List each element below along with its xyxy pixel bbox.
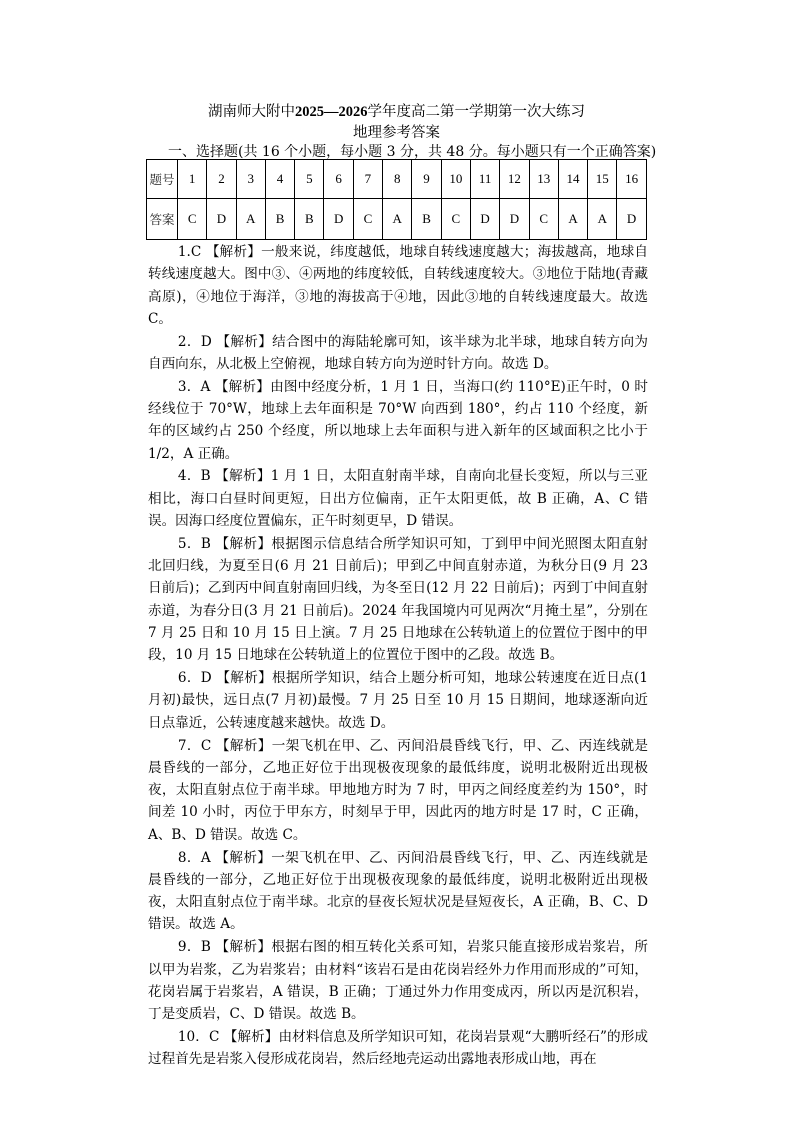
explanation-paragraph: 7．C 【解析】一架飞机在甲、乙、丙间沿晨昏线飞行，甲、乙、丙连线就是晨昏线的一部分，乙地正好位于出现极夜现象的最低纬度，说明北极附近出现极夜，太阳直射点位于南半球。甲地地方时为 7 时，甲丙之间经度差约为 150°，时间差 10 小时，丙位于甲东方，时刻早于甲，因此丙的地方时是 17 时，C 正确，A、B、D 错误。故选 C。 [148, 737, 648, 843]
explanation-paragraph: 9．B 【解析】根据右图的相互转化关系可知，岩浆只能直接形成岩浆岩，所以甲为岩浆，乙为岩浆岩；由材料“该岩石是由花岗岩经外力作用而形成的”可知，花岗岩属于岩浆岩，A 错误，B 正确；丁通过外力作用变成丙，所以丙是沉积岩，丁是变质岩，C、D 错误。故选 B。 [148, 939, 648, 1023]
question-number: 5 [295, 160, 324, 199]
answer-cell: D [500, 199, 529, 240]
answer-cell: D [207, 199, 236, 240]
question-number: 13 [529, 160, 558, 199]
explanation-paragraph: 6．D 【解析】根据所学知识，结合上题分析可知，地球公转速度在近日点(1 月初)最快，远日点(7 月初)最慢。7 月 25 日至 10 月 15 日期间，地球逐渐向近日点靠近，公转速度越来越快。故选 D。 [148, 670, 648, 731]
answer-cell: C [441, 199, 470, 240]
question-number: 2 [207, 160, 236, 199]
title-post: 学年度高二第一学期第一次大练习 [367, 104, 585, 120]
answer-cell: A [588, 199, 617, 240]
answer-cell: B [295, 199, 324, 240]
question-number: 4 [265, 160, 294, 199]
page-subtitle: 地理参考答案 [353, 125, 440, 141]
answer-cell: B [265, 199, 294, 240]
section-header: 一、选择题(共 16 个小题，每小题 3 分，共 48 分。每小题只有一个正确答案) [168, 144, 657, 160]
answer-cell: A [383, 199, 412, 240]
answer-row [147, 199, 647, 240]
question-number: 14 [558, 160, 587, 199]
question-number: 7 [353, 160, 382, 199]
explanation-paragraph: 2．D 【解析】结合图中的海陆轮廓可知，该半球为北半球，地球自转方向为自西向东，从北极上空俯视，地球自转方向为逆时针方向。故选 D。 [148, 333, 648, 372]
question-number: 3 [236, 160, 265, 199]
answer-cell: D [470, 199, 499, 240]
question-number: 15 [588, 160, 617, 199]
question-number: 8 [383, 160, 412, 199]
answer-cell: C [529, 199, 558, 240]
title-pre: 湖南师大附中 [208, 104, 295, 120]
explanation-paragraph: 10．C 【解析】由材料信息及所学知识可知，花岗岩景观“大鹏听经石”的形成过程首先是岩浆入侵形成花岗岩，然后经地壳运动出露地表形成山地，再在 [148, 1028, 648, 1068]
question-number: 12 [500, 160, 529, 199]
explanation-paragraph: 8．A 【解析】一架飞机在甲、乙、丙间沿晨昏线飞行，甲、乙、丙连线就是晨昏线的一部分，乙地正好位于出现极夜现象的最低纬度，说明北极附近出现极夜，太阳直射点位于南半球。北京的昼夜长短状况是昼短夜长，A 正确，B、C、D 错误。故选 A。 [148, 849, 648, 933]
row-label-answer: 答案 [147, 199, 178, 240]
question-number: 6 [324, 160, 353, 199]
answer-table [146, 159, 647, 240]
title-years: 2025—2026 [295, 104, 368, 120]
question-number: 1 [178, 160, 207, 199]
explanation-paragraph: 5．B 【解析】根据图示信息结合所学知识可知，丁到甲中间光照图太阳直射北回归线，为夏至日(6 月 21 日前后)；甲到乙中间直射赤道，为秋分日(9 月 23 日前后)；乙到丙中间直射南回归线，为冬至日(12 月 22 日前后)；丙到丁中间直射赤道，为春分日(3 月 21 日前后)。2024 年我国境内可见两次“月掩土星”，分别在 7 月 25 日和 10 月 15 日上演。7 月 25 日地球在公转轨道上的位置位于图中的甲段，10 月 15 日地球在公转轨道上的位置位于图中的乙段。故选 B。 [148, 535, 648, 664]
explanation-paragraph: 1.C 【解析】一般来说，纬度越低，地球自转线速度越大；海拔越高，地球自转线速度越大。图中③、④两地的纬度较低，自转线速度较大。③地位于陆地(青藏高原)，④地位于海洋，③地的海拔高于④地，因此③地的自转线速度最大。故选 C。 [148, 244, 648, 327]
explanation-paragraph: 3．A 【解析】由图中经度分析，1 月 1 日，当海口(约 110°E)正午时，0 时经线位于 70°W，地球上去年面积是 70°W 向西到 180°，约占 110 个经度，新年的区域约占 250 个经度，所以地球上去年面积与进入新年的区域面积之比小于 1/2，A 正确。 [148, 378, 648, 462]
answer-cell: B [412, 199, 441, 240]
question-number: 16 [617, 160, 646, 199]
page-title [0, 100, 793, 121]
answer-cell: D [324, 199, 353, 240]
explanation-paragraph: 4．B 【解析】1 月 1 日，太阳直射南半球，自南向北昼长变短，所以与三亚相比，海口白昼时间更短，日出方位偏南，正午太阳更低，故 B 正确，A、C 错误。因海口经度位置偏东，正午时刻更早，D 错误。 [148, 468, 648, 530]
answer-cell: C [353, 199, 382, 240]
question-number: 9 [412, 160, 441, 199]
answer-cell: C [178, 199, 207, 240]
question-number: 10 [441, 160, 470, 199]
answer-cell: A [558, 199, 587, 240]
answer-cell: A [236, 199, 265, 240]
answer-cell: D [617, 199, 646, 240]
row-label-question: 题号 [147, 160, 178, 199]
question-number: 11 [470, 160, 499, 199]
question-number-row [147, 160, 647, 199]
explanations [148, 241, 648, 1071]
